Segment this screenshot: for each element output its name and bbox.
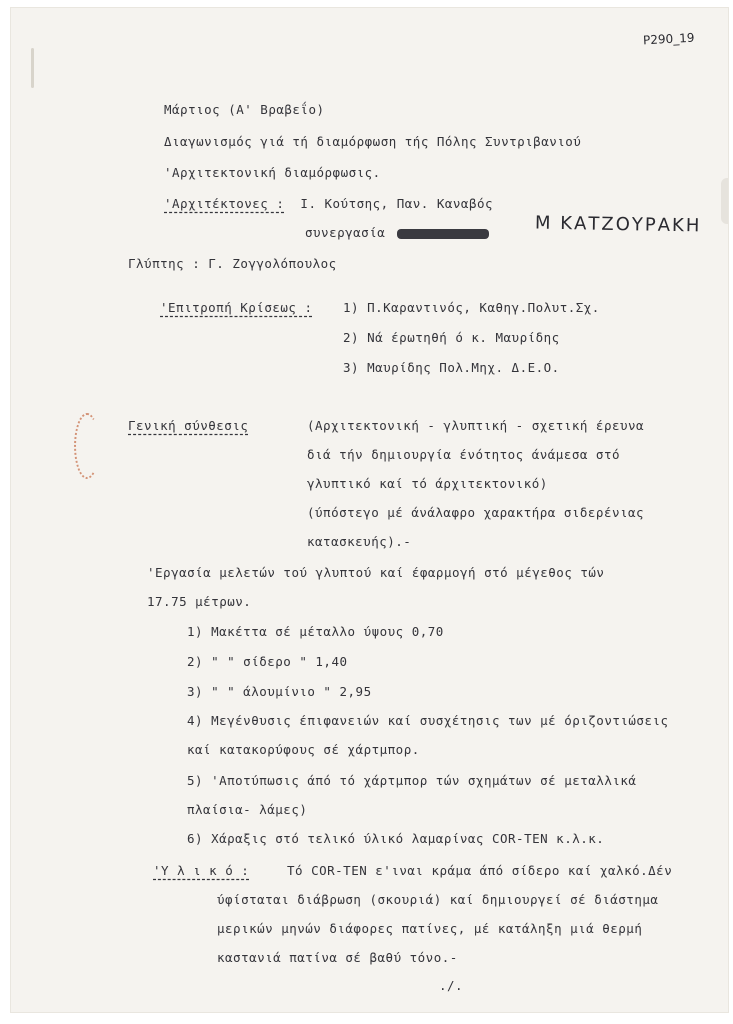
work-line: 'Εργασία μελετών τού γλυπτού καί έφαρμογή στό μέγεθος τών [147, 565, 605, 580]
material-line: ύφίσταται διάβρωση (σκουριά) καί δημιουργεί σέ διάστημα [217, 892, 659, 907]
work-item: 4) Μεγένθυσις έπιφανειών καί συσχέτησις των μέ όριζοντιώσεις [187, 713, 669, 728]
synthesis-line: γλυπτικό καί τό άρχιτεκτονικό) [307, 476, 548, 491]
collaboration-row [305, 225, 493, 241]
architects-label: 'Αρχιτέκτονες : [164, 196, 285, 211]
material-line: μερικών μηνών διάφορες πατίνες, μέ κατάληξη μιά θερμή [217, 921, 643, 936]
synthesis-label: Γενική σύνθεσις [128, 418, 249, 433]
work-item: καί κατακορύφους σέ χάρτμπορ. [187, 742, 420, 757]
competition-subtitle: Διαγωνισμός γιά τή διαμόρφωση τής Πόλης Συντριβανιού [164, 134, 582, 149]
material-line: καστανιά πατίνα σέ βαθύ τόνο.- [217, 950, 458, 965]
document-page [11, 8, 728, 1012]
page-end-mark: ./. [439, 978, 464, 993]
collaboration-label: συνεργασία [305, 225, 386, 240]
work-item: 6) Χάραξις στό τελικό ύλικό λαμαρίνας COR-TEN κ.λ.κ. [187, 831, 605, 846]
architectural-design-line: 'Αρχιτεκτονική διαμόρφωσις. [164, 165, 381, 180]
synthesis-line: (Αρχιτεκτονική - γλυπτική - σχετική έρευνα [307, 418, 645, 433]
document-title: Μάρτιος (Α' Βραβεΐο) [164, 102, 325, 117]
architects-names: Ι. Κούτσης, Παν. Καναβός [300, 196, 494, 211]
work-item: 2) " " σίδερο " 1,40 [187, 654, 348, 669]
paper-smudge [721, 178, 728, 224]
synthesis-line: διά τήν δημιουργία ένότητος άνάμεσα στό [307, 447, 620, 462]
material-line: Τό COR-TEN ε'ιναι κράμα άπό σίδερο καί χαλκό.Δέν [287, 863, 673, 878]
jury-item: 3) Μαυρίδης Πολ.Μηχ. Δ.Ε.Ο. [343, 360, 560, 375]
jury-label: 'Επιτροπή Κρίσεως : [160, 300, 313, 315]
work-item: 5) 'Αποτύπωσις άπό τό χάρτμπορ τών σχημάτων σέ μεταλλικά [187, 773, 637, 788]
struck-out-text [397, 229, 489, 239]
architects-row [164, 196, 493, 212]
handwritten-collaborator: Μ ΚΑΤΖΟΥΡΑΚΗ [534, 212, 702, 237]
work-item: 3) " " άλουμίνιο " 2,95 [187, 684, 372, 699]
rust-stain [74, 413, 100, 479]
jury-item: 1) Π.Καραντινός, Καθηγ.Πολυτ.Σχ. [343, 300, 600, 315]
material-label: 'Υ λ ι κ ό : [153, 863, 250, 878]
sculptor-line: Γλύπτης : Γ. Ζογγολόπουλος [128, 256, 337, 271]
synthesis-line: κατασκευής).- [307, 534, 412, 549]
paper-fold-mark [31, 48, 34, 88]
meters-line: 17.75 μέτρων. [147, 594, 252, 609]
archive-code: P290_19 [642, 30, 695, 48]
work-item: πλαίσια- λάμες) [187, 802, 308, 817]
synthesis-line: (ύπόστεγο μέ άνάλαφρο χαρακτήρα σιδερένιας [307, 505, 645, 520]
jury-item: 2) Νά έρωτηθή ό κ. Μαυρίδης [343, 330, 560, 345]
work-item: 1) Μακέττα σέ μέταλλο ύψους 0,70 [187, 624, 444, 639]
